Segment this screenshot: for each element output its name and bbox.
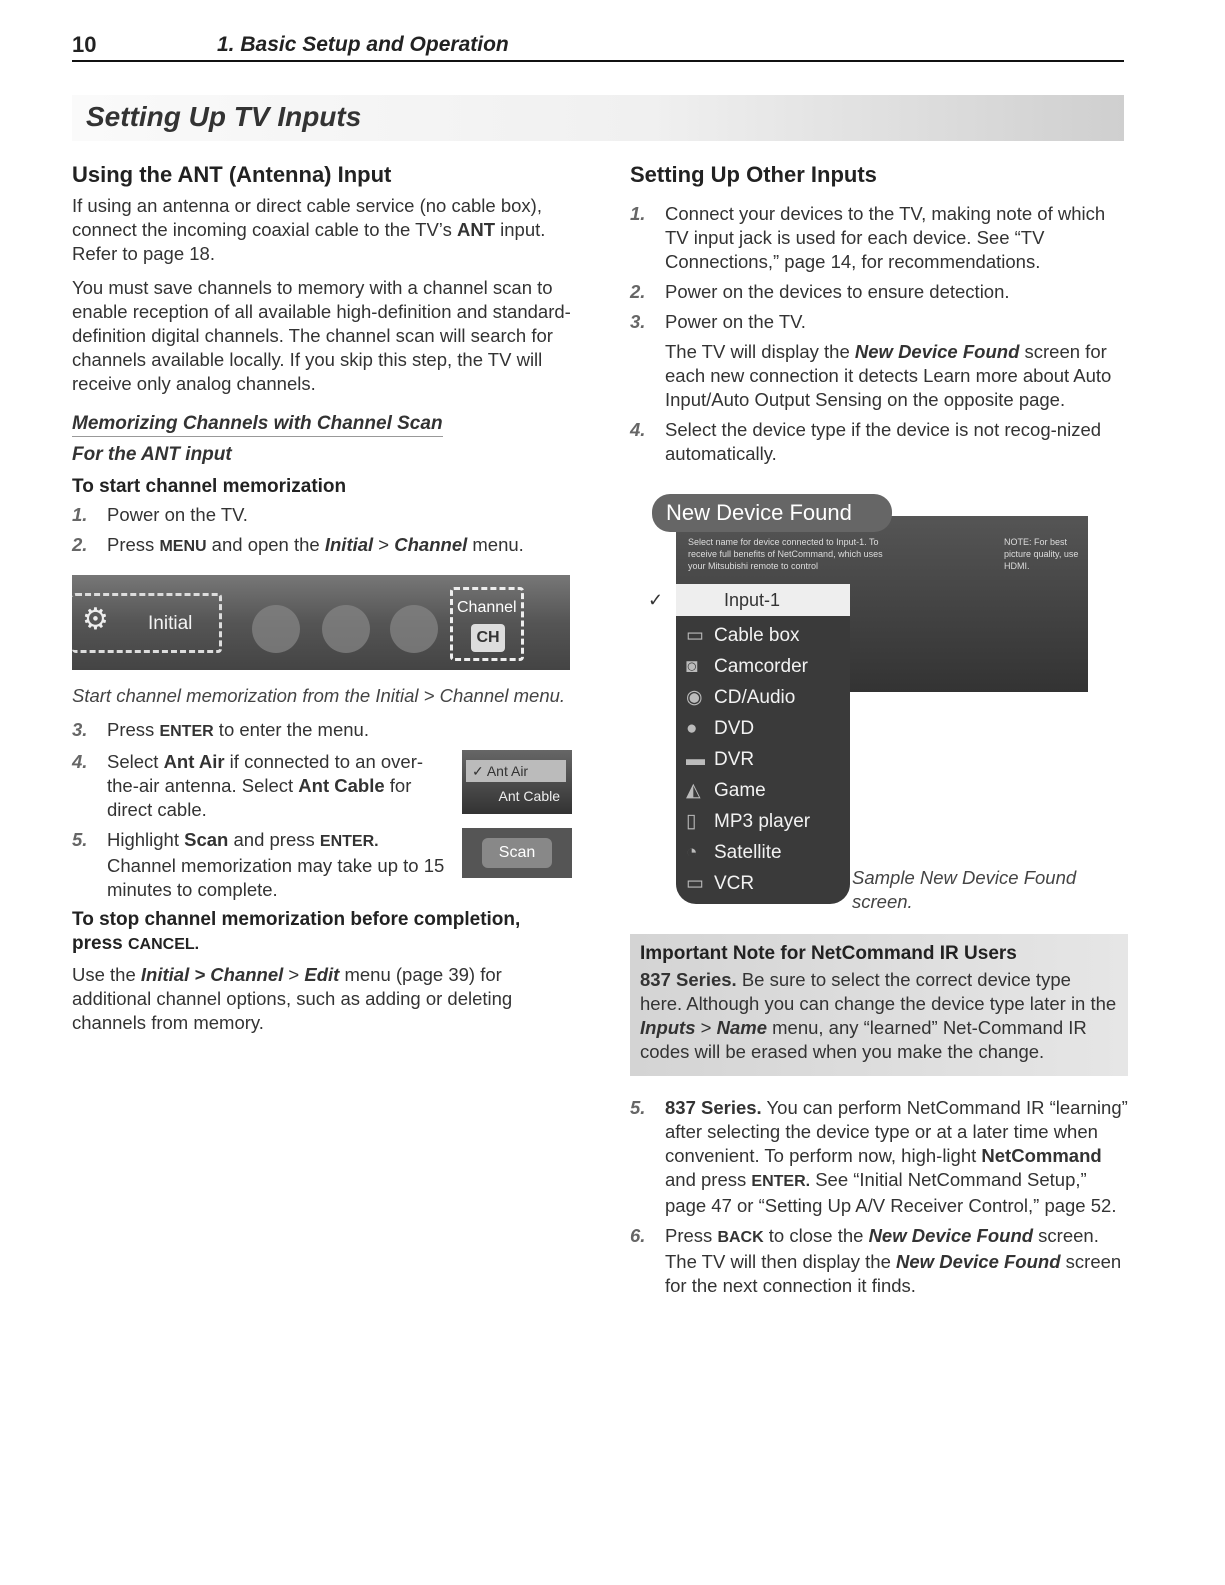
ant-intro: If using an antenna or direct cable service (no cable box), connect the incoming coaxial cable to the TV’s ANT input. Refer to page 18. xyxy=(72,195,546,264)
ant-input-subheading: For the ANT input xyxy=(72,444,232,465)
page-number: 10 xyxy=(72,32,97,57)
selected-input: ✓ Input-1 xyxy=(676,584,850,616)
right-step-6: 6. Press BACK to close the New Device Found screen. The TV will then display the New Device Found screen for the next connection it finds. xyxy=(630,1225,1122,1296)
right-step-4: 4. Select the device type if the device is not recog-nized automatically. xyxy=(630,419,1102,464)
chapter-title: 1. Basic Setup and Operation xyxy=(217,33,509,56)
satellite-icon: ◔ xyxy=(686,842,698,863)
section-banner xyxy=(72,95,1124,141)
channel-icon: CH xyxy=(471,624,505,652)
left-step-5: Scan 5. Highlight Scan and press ENTER. Channel memorization may take up to 15 minutes to complete. xyxy=(72,828,572,902)
scan-button-image: Scan xyxy=(462,828,572,878)
device-item-satellite: ◔ Satellite xyxy=(686,842,782,863)
edit-menu-paragraph: Use the Initial > Channel > Edit menu (page 39) for additional channel options, such as adding or deleting channels from memory. xyxy=(72,964,513,1033)
new-device-found-title: New Device Found xyxy=(652,494,892,532)
note-body: 837 Series. Be sure to select the correct device type here. Although you can change the device type later in the Inputs > Name menu, any “learned” Net-Command IR codes will be erased when you make the change. xyxy=(640,969,1117,1062)
left-step-3: 3. Press ENTER to enter the menu. xyxy=(72,719,369,740)
ant-heading: Using the ANT (Antenna) Input xyxy=(72,162,392,187)
checkmark-icon: ✓ xyxy=(648,590,664,610)
memorizing-subheading: Memorizing Channels with Channel Scan xyxy=(72,412,443,437)
camcorder-icon: ◙ xyxy=(686,656,698,677)
new-device-found-screen-image xyxy=(648,494,1112,914)
channel-menu-tile: Channel CH xyxy=(450,587,524,661)
section-title: Setting Up TV Inputs xyxy=(86,101,362,132)
device-item-dvd: ● DVD xyxy=(686,718,755,739)
right-step-5: 5. 837 Series. You can perform NetCommand IR “learning” after selecting the device type or at a later time when convenient. To perform now, high-light NetCommand and press ENTER. See “Initial NetCommand Setup,” page 47 or “Setting Up A/V Receiver Control,” page 52. xyxy=(630,1097,1128,1216)
menu-icon-placeholder xyxy=(252,605,300,653)
cable-box-icon: ▭ xyxy=(686,625,704,646)
gear-icon: ⚙ xyxy=(82,603,109,636)
device-item-camcorder: ◙ Camcorder xyxy=(686,656,808,677)
game-icon: ◭ xyxy=(686,780,701,801)
left-step-2: 2. Press MENU and open the Initial > Channel menu. xyxy=(72,534,524,555)
dvr-icon: ▬ xyxy=(686,749,705,770)
dvd-icon: ● xyxy=(686,718,698,739)
device-item-cable-box: ▭ Cable box xyxy=(686,625,800,646)
menu-icon-placeholder xyxy=(322,605,370,653)
new-device-found-background: Select name for device connected to Input-1. To receive full benefits of NetCommand, which uses your Mitsubishi remote to control NOTE: For best picture quality, use HDMI. xyxy=(676,516,1088,692)
mp3-player-icon: ▯ xyxy=(686,811,697,832)
ant-selection-image: ✓ Ant Air Ant Cable xyxy=(462,750,572,814)
right-step-1: 1. Connect your devices to the TV, making note of which TV input jack is used for each device. See “TV Connections,” page 14, for recommendations. xyxy=(630,203,1106,272)
device-item-dvr: ▬ DVR xyxy=(686,749,755,770)
other-inputs-heading: Setting Up Other Inputs xyxy=(630,162,877,187)
cd-icon: ◉ xyxy=(686,687,703,708)
right-step-3-detail: The TV will display the New Device Found screen for each new connection it detects Learn more about Auto Input/Auto Output Sensing on the opposite page. xyxy=(665,341,1112,410)
netcommand-note-box xyxy=(630,934,1128,1076)
device-item-vcr: ▭ VCR xyxy=(686,873,755,894)
device-item-cd-audio: ◉ CD/Audio xyxy=(686,687,796,708)
page-header xyxy=(72,30,1124,62)
device-item-mp3: ▯ MP3 player xyxy=(686,811,811,832)
right-step-3: 3. Power on the TV. xyxy=(630,311,806,332)
new-device-found-caption: Sample New Device Found screen. xyxy=(852,867,1077,912)
stop-memorization-heading: To stop channel memorization before completion, press CANCEL. xyxy=(72,909,521,954)
channel-scan-paragraph: You must save channels to memory with a channel scan to enable reception of all available high-definition and standard-definition digital channels. The channel scan will search for channels available locally. If you skip this step, the TV will receive only analog channels. xyxy=(72,277,571,394)
right-column xyxy=(630,160,1130,1304)
right-step-2: 2. Power on the devices to ensure detection. xyxy=(630,281,1010,302)
left-step-4: ✓ Ant Air Ant Cable 4. Select Ant Air if connected to an over-the-air antenna. Select Ant Cable for direct cable. xyxy=(72,750,572,822)
start-memorization-heading: To start channel memorization xyxy=(72,476,347,497)
device-item-game: ◭ Game xyxy=(686,780,766,801)
initial-menu-tile: ⚙ Initial xyxy=(72,593,222,653)
note-title: Important Note for NetCommand IR Users xyxy=(640,943,1017,964)
left-column xyxy=(72,160,572,1045)
device-type-list xyxy=(648,584,850,904)
vcr-icon: ▭ xyxy=(686,873,704,894)
initial-channel-menu-image xyxy=(72,575,570,670)
menu-icon-placeholder xyxy=(390,605,438,653)
left-step-1: 1. Power on the TV. xyxy=(72,504,248,525)
menu-caption: Start channel memorization from the Initial > Channel menu. xyxy=(72,685,566,706)
